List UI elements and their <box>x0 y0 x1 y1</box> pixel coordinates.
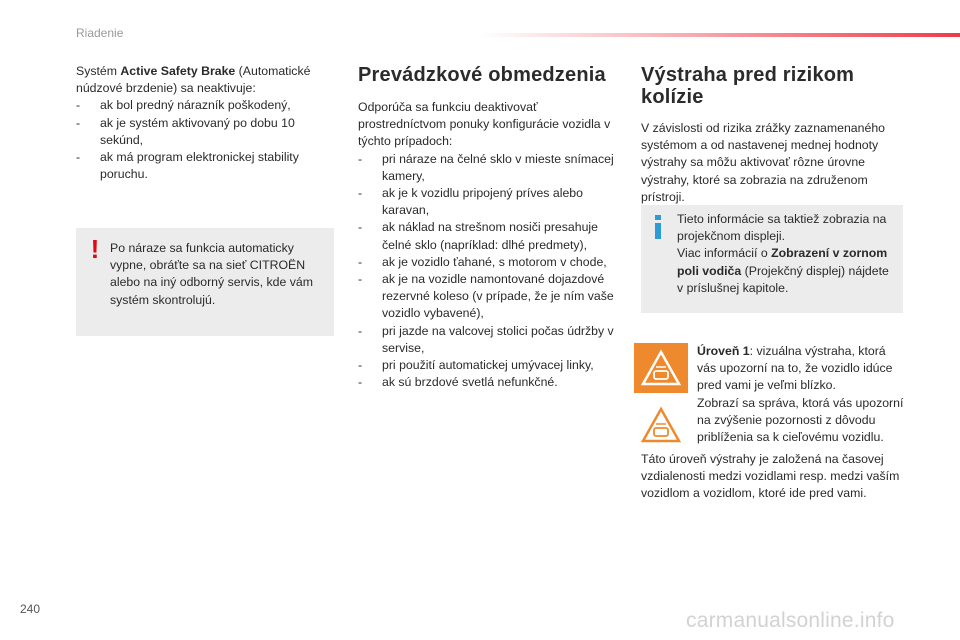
asb-name: Active Safety Brake <box>120 64 236 78</box>
collision-warning-outro: Táto úroveň výstrahy je založená na časovej vzdialenosti medzi vozidlami resp. medzi vaším vozidlom a vozidlom, ktoré ide pred vami. <box>641 452 900 501</box>
list-item: - pri náraze na čelné sklo v mieste snímacej kamery, <box>358 151 620 185</box>
column-right <box>641 64 903 206</box>
info-box <box>641 205 903 313</box>
list-item: - ak bol predný nárazník poškodený, <box>76 97 326 114</box>
watermark: carmanualsonline.info <box>686 609 895 632</box>
column-middle <box>358 64 620 391</box>
collision-warning-title: Výstraha pred rizikom kolízie <box>641 64 855 108</box>
warning-text: Po náraze sa funkcia automaticky vypne, obráťte sa na sieť CITROËN alebo na iný odborný servis, kde vám systém skontrolujú. <box>110 241 314 307</box>
list-item: - pri jazde na valcovej stolici počas údržby v servise, <box>358 323 620 357</box>
list-item: - ak je na vozidle namontované dojazdové rezervné koleso (v prípade, že je ním vaše vozidlo vybavené), <box>358 271 620 323</box>
collision-warning-intro: V závislosti od rizika zrážky zaznamenaného systémom a od nastavenej mednej hodnoty výstrahy sa môžu aktivovať rôzne úrovne výstrahy, ktoré sa zobrazia na združenom prístroji. <box>641 121 885 204</box>
asb-conditions-list <box>76 97 326 183</box>
asb-intro: Systém Active Safety Brake (Automatické núdzové brzdenie) sa neaktivuje: <box>76 64 311 96</box>
section-title: Riadenie <box>76 26 124 40</box>
info-text: Tieto informácie sa taktiež zobrazia na projekčnom displeji. Viac informácií o Zobrazení v zornom poli vodiča (Projekčný displej) nájdete v príslušnej kapitole. <box>677 212 889 295</box>
list-item: - ak náklad na strešnom nosiči presahuje čelné sklo (napríklad: dlhé predmety), <box>358 219 620 253</box>
collision-warning-outline-icon <box>634 400 688 450</box>
warning-box <box>76 228 334 336</box>
list-item: - ak je vozidlo ťahané, s motorom v chode, <box>358 254 620 271</box>
list-item: - pri použití automatickej umývacej linky, <box>358 357 620 374</box>
info-icon <box>653 215 663 239</box>
collision-warning-icon <box>634 343 688 393</box>
level-label: Úroveň 1 <box>697 344 750 358</box>
header-rule <box>480 33 960 37</box>
list-item: - ak je systém aktivovaný po dobu 10 sekúnd, <box>76 115 326 149</box>
list-item: - ak sú brzdové svetlá nefunkčné. <box>358 374 620 391</box>
operating-limits-list <box>358 151 620 392</box>
operating-limits-intro: Odporúča sa funkciu deaktivovať prostredníctvom ponuky konfigurácie vozidla v týchto prípadoch: <box>358 100 611 149</box>
list-item: - ak má program elektronickej stability poruchu. <box>76 149 326 183</box>
list-item: - ak je k vozidlu pripojený príves alebo karavan, <box>358 185 620 219</box>
level-1-description: Úroveň 1: vizuálna výstraha, ktorá vás upozorní na to, že vozidlo idúce pred vami je veľmi blízko. Zobrazí sa správa, ktorá vás upozorní na zvýšenie pozornosti z dôvodu priblíženia sa k cieľovému vozidlu. <box>697 344 904 445</box>
operating-limits-title: Prevádzkové obmedzenia <box>358 64 606 86</box>
column-left <box>76 63 326 183</box>
page-number: 240 <box>20 602 41 616</box>
warning-icon: ! <box>90 234 100 264</box>
